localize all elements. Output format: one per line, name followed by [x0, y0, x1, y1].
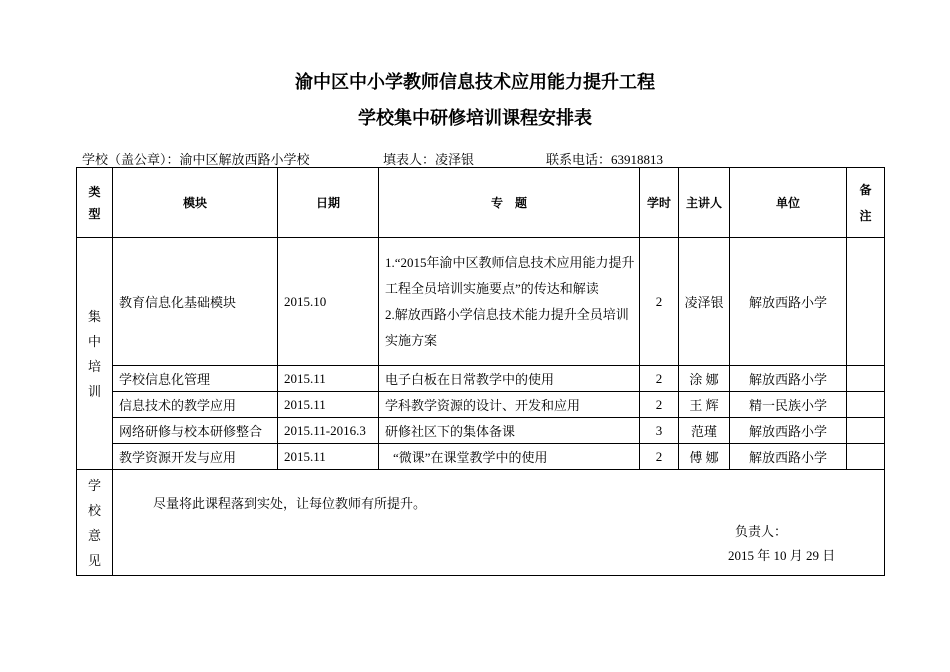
- schedule-table: [76, 167, 885, 576]
- topic-cell: 电子白板在日常教学中的使用: [379, 366, 640, 392]
- group-label: 集 中 培 训: [77, 238, 113, 470]
- header-hours: 学时: [640, 168, 679, 238]
- module-cell: 学校信息化管理: [113, 366, 278, 392]
- table-row: [77, 238, 885, 366]
- remark-cell: [847, 238, 885, 366]
- table-row: [77, 366, 885, 392]
- school-field: 学校（盖公章）：渝中区解放西路小学校: [82, 152, 310, 167]
- hours-cell: 2: [640, 366, 679, 392]
- header-remark: 备 注: [847, 168, 885, 238]
- date-cell: 2015.11-2016.3: [278, 418, 379, 444]
- lecturer-cell: 凌泽银: [679, 238, 730, 366]
- lecturer-cell: 涂 娜: [679, 366, 730, 392]
- header-row: [77, 168, 885, 238]
- opinion-text: 尽量将此课程落到实处，让每位教师有所提升。: [153, 496, 427, 511]
- opinion-date: 2015 年 10 月 29 日: [728, 548, 836, 563]
- remark-cell: [847, 444, 885, 470]
- table-row: [77, 418, 885, 444]
- table-row: [77, 392, 885, 418]
- remark-cell: [847, 366, 885, 392]
- opinion-label: 学 校 意 见: [77, 470, 113, 576]
- module-cell: 信息技术的教学应用: [113, 392, 278, 418]
- hours-cell: 3: [640, 418, 679, 444]
- module-cell: 网络研修与校本研修整合: [113, 418, 278, 444]
- lecturer-cell: 范瑾: [679, 418, 730, 444]
- module-cell: 教学资源开发与应用: [113, 444, 278, 470]
- hours-cell: 2: [640, 444, 679, 470]
- unit-cell: 解放西路小学: [730, 444, 847, 470]
- lecturer-cell: 王 辉: [679, 392, 730, 418]
- filler-field: 填表人：凌泽银: [383, 152, 475, 167]
- header-date: 日期: [278, 168, 379, 238]
- document-subtitle: 学校集中研修培训课程安排表: [358, 108, 592, 129]
- header-topic: 专 题: [379, 168, 640, 238]
- module-cell: 教育信息化基础模块: [113, 238, 278, 366]
- phone-field: 联系电话：63918813: [546, 152, 664, 167]
- responsible-label: 负责人：: [735, 524, 788, 539]
- remark-cell: [847, 392, 885, 418]
- topic-cell: “微课”在课堂教学中的使用: [379, 444, 640, 470]
- date-cell: 2015.11: [278, 366, 379, 392]
- date-cell: 2015.11: [278, 392, 379, 418]
- date-cell: 2015.10: [278, 238, 379, 366]
- hours-cell: 2: [640, 392, 679, 418]
- unit-cell: 解放西路小学: [730, 238, 847, 366]
- unit-cell: 解放西路小学: [730, 418, 847, 444]
- header-type: 类 型: [77, 168, 113, 238]
- lecturer-cell: 傅 娜: [679, 444, 730, 470]
- date-cell: 2015.11: [278, 444, 379, 470]
- unit-cell: 解放西路小学: [730, 366, 847, 392]
- topic-cell: 学科教学资源的设计、开发和应用: [379, 392, 640, 418]
- topic-cell: 研修社区下的集体备课: [379, 418, 640, 444]
- header-lecturer: 主讲人: [679, 168, 730, 238]
- header-module: 模块: [113, 168, 278, 238]
- table-row: [77, 444, 885, 470]
- topic-cell: 1.“2015年渝中区教师信息技术应用能力提升工程全员培训实施要点”的传达和解读 2.解放西路小学信息技术能力提升全员培训实施方案: [379, 238, 640, 366]
- opinion-row: [77, 470, 885, 576]
- hours-cell: 2: [640, 238, 679, 366]
- remark-cell: [847, 418, 885, 444]
- header-unit: 单位: [730, 168, 847, 238]
- opinion-cell: [113, 470, 885, 576]
- document-title: 渝中区中小学教师信息技术应用能力提升工程: [295, 72, 655, 93]
- unit-cell: 精一民族小学: [730, 392, 847, 418]
